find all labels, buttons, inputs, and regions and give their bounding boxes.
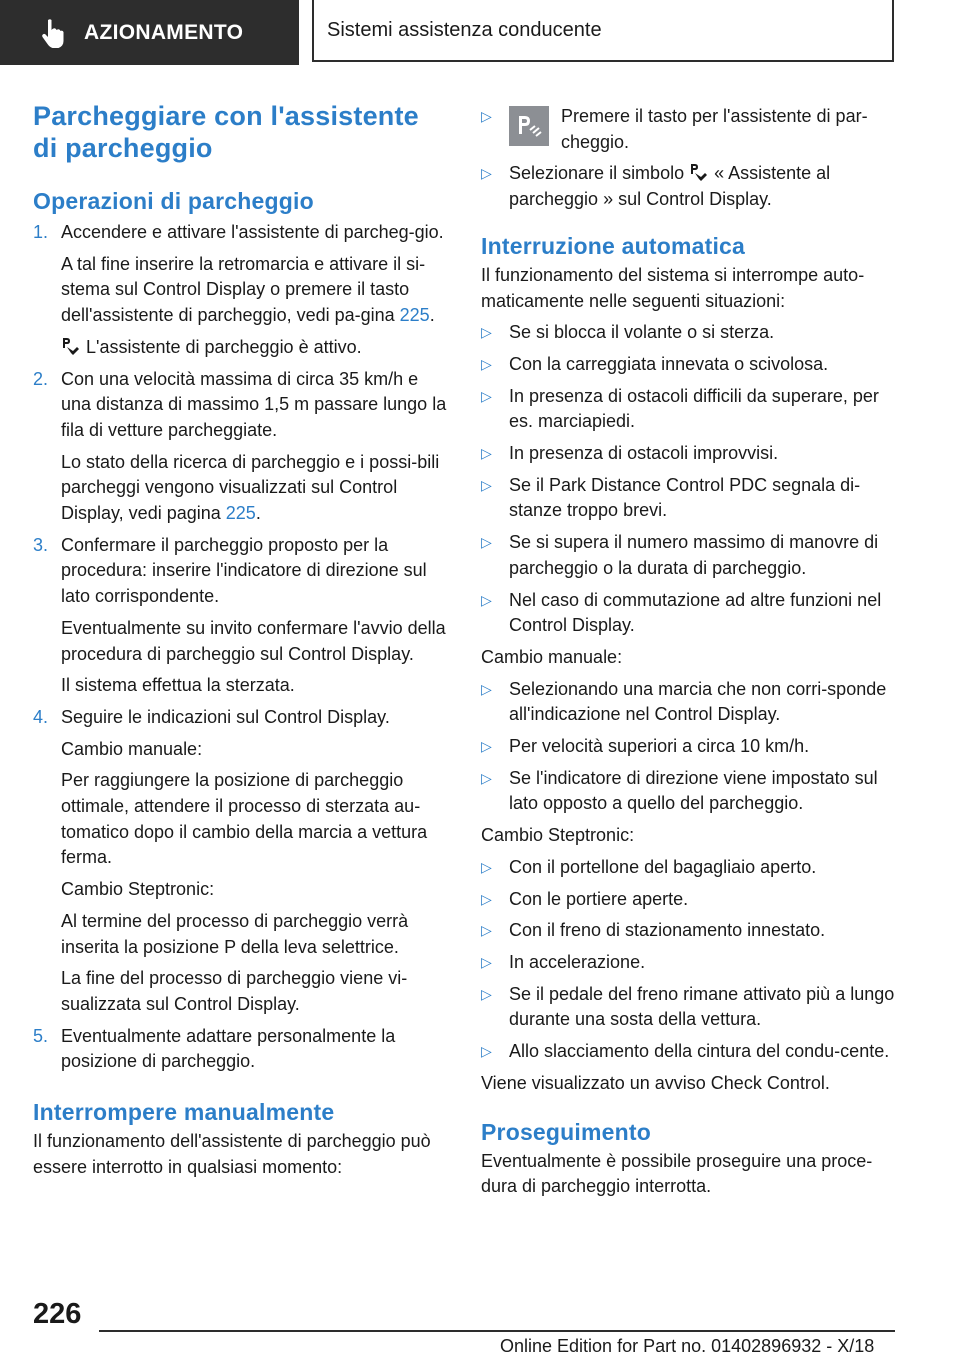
triangle-bullet-icon: ▷ [481,890,492,907]
list-item [481,1039,899,1065]
list-item-text: In presenza di ostacoli improvvisi. [509,443,779,464]
triangle-bullet-icon: ▷ [481,1043,492,1060]
list-item-text: Selezionando una marcia che non corri-sponde all'indicazione nel Control Display. [509,678,887,725]
list-item [481,982,899,1033]
step-2 [33,367,449,527]
triangle-bullet-icon: ▷ [481,738,492,755]
list-item-text: Se il Park Distance Control PDC segnala di-stanze troppo brevi. [509,474,861,521]
triangle-bullet-icon: ▷ [481,476,492,493]
step-3 [33,533,449,699]
step-text: Seguire le indicazioni sul Control Display. [61,706,390,727]
list-item [481,734,899,760]
list-item [481,384,899,435]
list-item-text: In accelerazione. [509,951,646,972]
list-item-text: Con il freno di stazionamento innestato. [509,920,826,941]
step-1 [33,220,449,361]
step-5 [33,1024,449,1075]
triangle-bullet-icon: ▷ [481,355,492,372]
footer-divider [99,1330,895,1332]
step-text: Cambio manuale: [61,738,203,759]
left-column [33,100,449,1181]
triangle-bullet-icon: ▷ [481,680,492,697]
triangle-bullet-icon: ▷ [481,445,492,462]
step-text: Al termine del processo di parcheggio verrà inserita la posizione P della leva selettrice. [61,910,409,957]
step-number: 3. [33,534,49,555]
list-item-text: Nel caso di commutazione ad altre funzioni nel Control Display. [509,589,882,636]
list-item [481,855,899,881]
triangle-bullet-icon: ▷ [481,953,492,970]
list-item-text: Selezionare il simbolo « Assistente al parcheggio » sul Control Display. [509,163,831,210]
page-title: Parcheggiare con l'assistente di parcheggio [33,101,419,163]
list-item-text: Con il portellone del bagagliaio aperto. [509,856,817,877]
subheading-parking-operations: Operazioni di parcheggio [33,188,314,214]
chapter-title: Sistemi assistenza conducente [327,18,602,41]
step-number: 5. [33,1025,49,1046]
triangle-bullet-icon: ▷ [481,922,492,939]
list-item [481,588,899,639]
triangle-bullet-icon: ▷ [481,108,492,124]
list-item [481,104,899,155]
section-title: AZIONAMENTO [84,20,244,44]
step-text: Accendere e attivare l'assistente di parcheg-gio. [61,222,444,242]
page-number: 226 [33,1298,82,1330]
step-text: Il sistema effettua la sterzata. [61,675,295,696]
step-number: 1. [33,222,49,242]
list-item [481,320,899,346]
list-item [481,441,899,467]
list-item-text: Se l'indicatore di direzione viene impostato sul lato opposto a quello del parcheggio. [509,767,878,814]
list-item-text: Con le portiere aperte. [509,888,689,909]
list-item [481,887,899,913]
step-text: L'assistente di parcheggio è attivo. [61,335,449,361]
subheading-auto-interrupt: Interruzione automatica [481,232,746,259]
list-item [481,352,899,378]
subheading-continuation: Proseguimento [481,1118,652,1145]
list-item-text: Per velocità superiori a circa 10 km/h. [509,736,810,757]
steptronic-label: Cambio Steptronic: [481,825,635,846]
chapter-header [312,0,894,62]
step-text: Per raggiungere la posizione di parcheggio ottimale, attendere il processo di sterzata au-tomatico dopo il cambio della marcia a vettura ferma. [61,770,428,868]
manual-gearbox-label: Cambio manuale: [481,646,623,667]
subheading-manual-interrupt: Interrompere manualmente [33,1099,335,1126]
edition-text: Online Edition for Part no. 01402896932 - X/18 [500,1336,875,1356]
triangle-bullet-icon: ▷ [481,591,492,608]
list-item-text: Premere il tasto per l'assistente di par-cheggio. [561,106,868,152]
manual-interrupt-text: Il funzionamento dell'assistente di parcheggio può essere interrotto in qualsiasi momento: [33,1131,431,1177]
list-item-text: Allo slacciamento della cintura del condu-cente. [509,1041,890,1062]
step-text: Confermare il parcheggio proposto per la procedura: inserire l'indicatore di direzione sul lato corrispondente. [61,534,427,607]
step-text: Eventualmente adattare personalmente la posizione di parcheggio. [61,1025,396,1072]
triangle-bullet-icon: ▷ [481,858,492,875]
hand-pointer-icon [40,18,66,48]
list-item-text: Se si blocca il volante o si sterza. [509,322,775,343]
triangle-bullet-icon: ▷ [481,324,492,341]
auto-interrupt-text: Il funzionamento del sistema si interrompe auto-maticamente nelle seguenti situazioni: [481,264,865,311]
page-link-225[interactable]: 225 [399,305,430,326]
list-item [481,161,899,212]
list-item [481,918,899,944]
list-item [481,473,899,524]
triangle-bullet-icon: ▷ [481,985,492,1002]
list-item-text: Se il pedale del freno rimane attivato più a lungo durante una sosta della vettura. [509,983,895,1030]
list-item [481,950,899,976]
page-link-225[interactable]: 225 [225,503,256,524]
check-control-text: Viene visualizzato un avviso Check Control. [481,1072,830,1093]
list-item [481,530,899,581]
list-item-text: Con la carreggiata innevata o scivolosa. [509,353,829,374]
continuation-text: Eventualmente è possibile proseguire una proce-dura di parcheggio interrotta. [481,1150,873,1197]
step-text: Cambio Steptronic: [61,879,215,900]
step-text: La fine del processo di parcheggio viene vi-sualizzata sul Control Display. [61,968,408,1014]
triangle-bullet-icon: ▷ [481,387,492,404]
steptronic-list [481,855,899,1065]
manual-gearbox-list [481,677,899,818]
triangle-bullet-icon: ▷ [481,769,492,786]
triangle-bullet-icon: ▷ [481,165,492,182]
auto-interrupt-list [481,320,899,639]
step-text: Lo stato della ricerca di parcheggio e i possi-bili parcheggi vengono visualizzati sul Control Display, vedi pagina 225. [61,451,440,524]
list-item-text: In presenza di ostacoli difficili da superare, per es. marciapiedi. [509,385,879,432]
triangle-bullet-icon: ▷ [481,534,492,551]
step-text: A tal fine inserire la retromarcia e attivare il si-stema sul Control Display o premere il tasto dell'assistente di parcheggio, vedi pa-gina 225. [61,253,435,326]
parking-button-icon [509,106,549,146]
step-number: 4. [33,706,49,727]
list-item [481,766,899,817]
section-header [0,0,299,65]
parking-assistant-icon [689,162,709,182]
list-item-text: Se si supera il numero massimo di manovre di parcheggio o la durata di parcheggio. [509,532,879,578]
step-text: Eventualmente su invito confermare l'avvio della procedura di parcheggio sul Control Display. [61,617,446,664]
parking-assistant-icon [61,336,81,356]
list-item [481,677,899,728]
right-column [481,100,899,1200]
step-4 [33,705,449,1018]
step-number: 2. [33,368,49,389]
step-text: Con una velocità massima di circa 35 km/h e una distanza di massimo 1,5 m passare lungo la fila di vetture parcheggiate. [61,368,447,440]
